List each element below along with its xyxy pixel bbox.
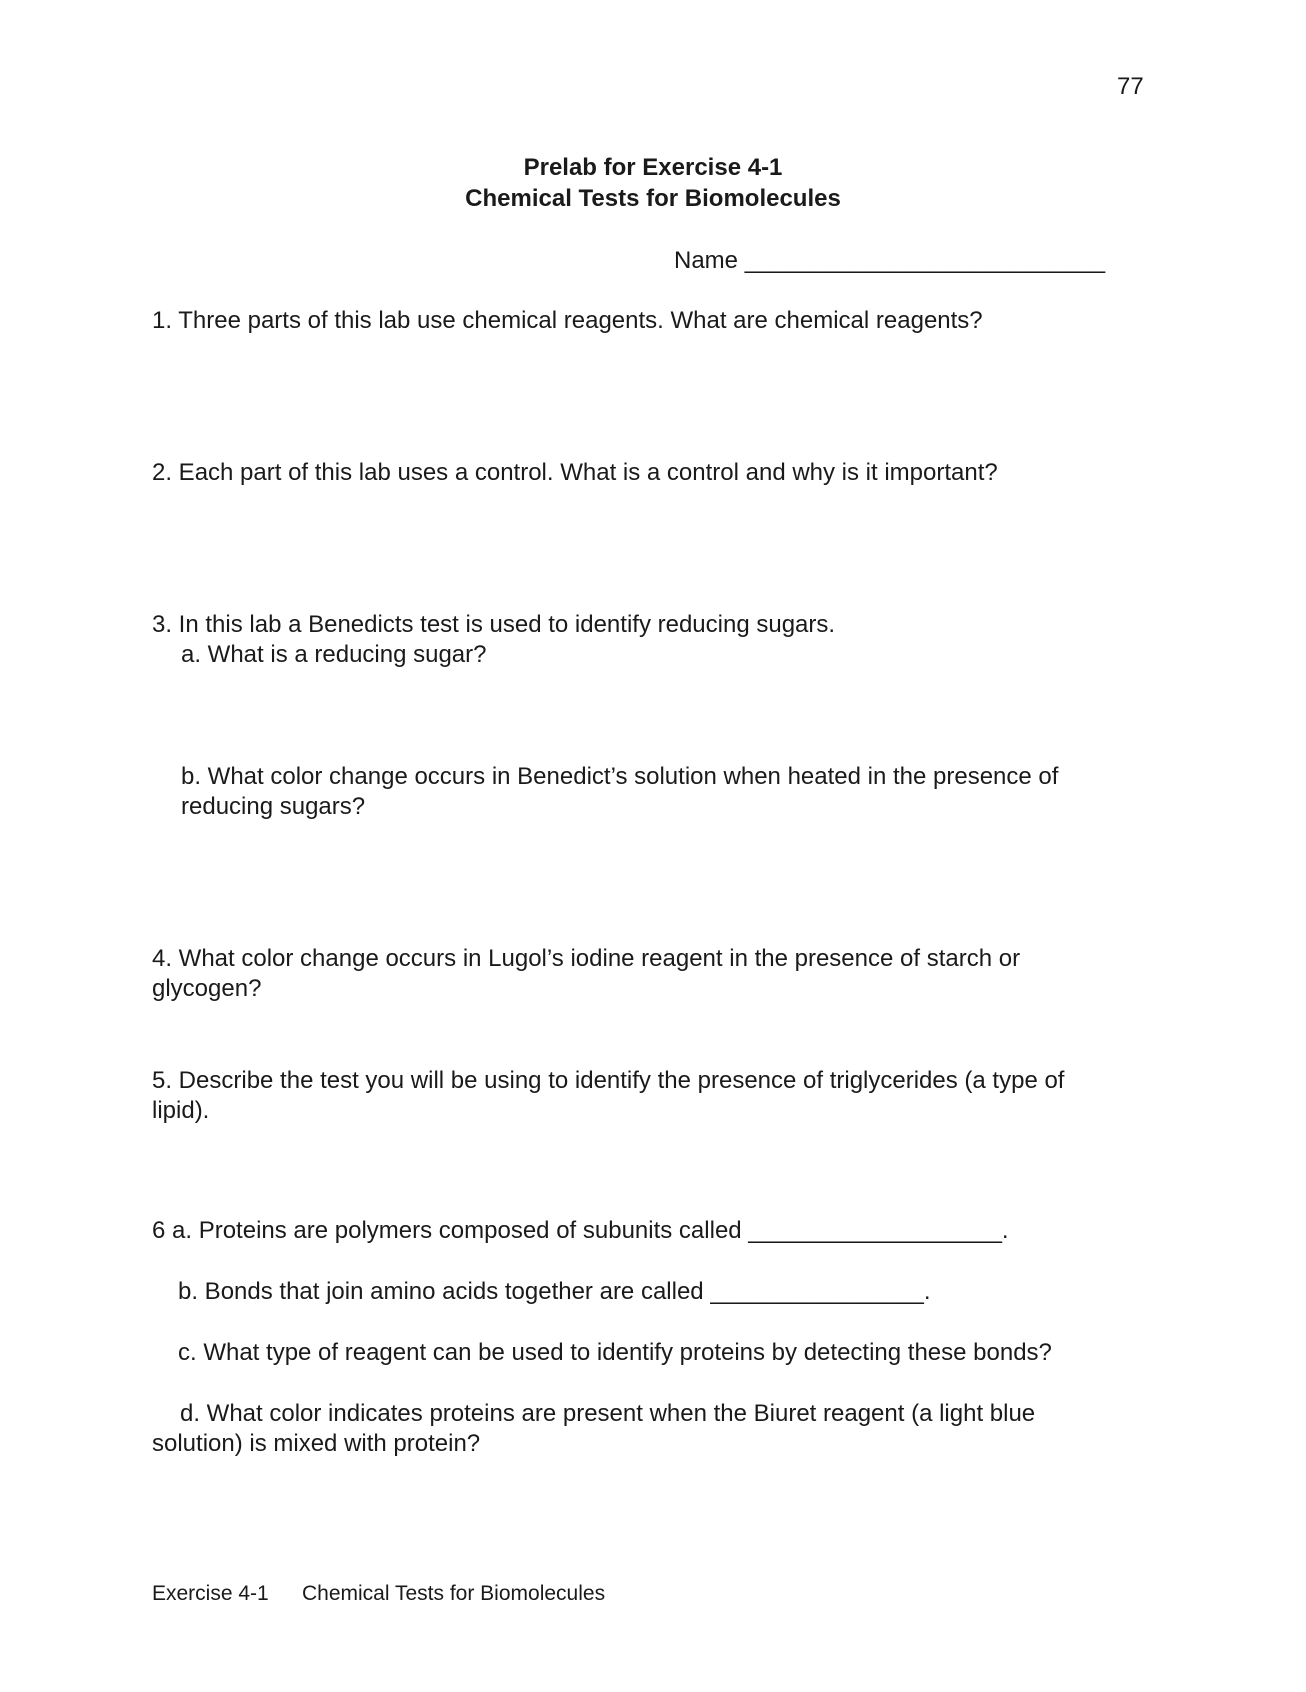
question-5-line2: lipid). [152, 1097, 210, 1124]
question-3a: a. What is a reducing sugar? [181, 641, 487, 668]
question-6c: c. What type of reagent can be used to identify proteins by detecting these bonds? [178, 1339, 1052, 1366]
question-3: 3. In this lab a Benedicts test is used to identify reducing sugars. [152, 611, 836, 638]
question-6a: 6 a. Proteins are polymers composed of subunits called ___________________. [152, 1217, 1009, 1244]
question-4-line2: glycogen? [152, 975, 262, 1002]
page-number: 77 [1117, 73, 1144, 100]
question-1: 1. Three parts of this lab use chemical reagents. What are chemical reagents? [152, 307, 983, 334]
question-6b: b. Bonds that join amino acids together are called ________________. [178, 1278, 931, 1305]
question-3b-line2: reducing sugars? [181, 793, 366, 820]
page-subtitle: Chemical Tests for Biomolecules [465, 185, 841, 212]
name-field: Name ___________________________ [674, 247, 1106, 274]
page-title: Prelab for Exercise 4-1 [523, 154, 783, 181]
question-4-line1: 4. What color change occurs in Lugol’s iodine reagent in the presence of starch or [152, 945, 1021, 972]
footer-title: Chemical Tests for Biomolecules [302, 1582, 606, 1605]
question-6d-line1: d. What color indicates proteins are present when the Biuret reagent (a light blue [180, 1400, 1036, 1427]
question-2: 2. Each part of this lab uses a control. What is a control and why is it important? [152, 459, 998, 486]
question-5-line1: 5. Describe the test you will be using to identify the presence of triglycerides (a type of [152, 1067, 1065, 1094]
question-6d-line2: solution) is mixed with protein? [152, 1430, 481, 1457]
footer-exercise: Exercise 4-1 [152, 1582, 269, 1605]
question-3b-line1: b. What color change occurs in Benedict’s solution when heated in the presence of [181, 763, 1059, 790]
